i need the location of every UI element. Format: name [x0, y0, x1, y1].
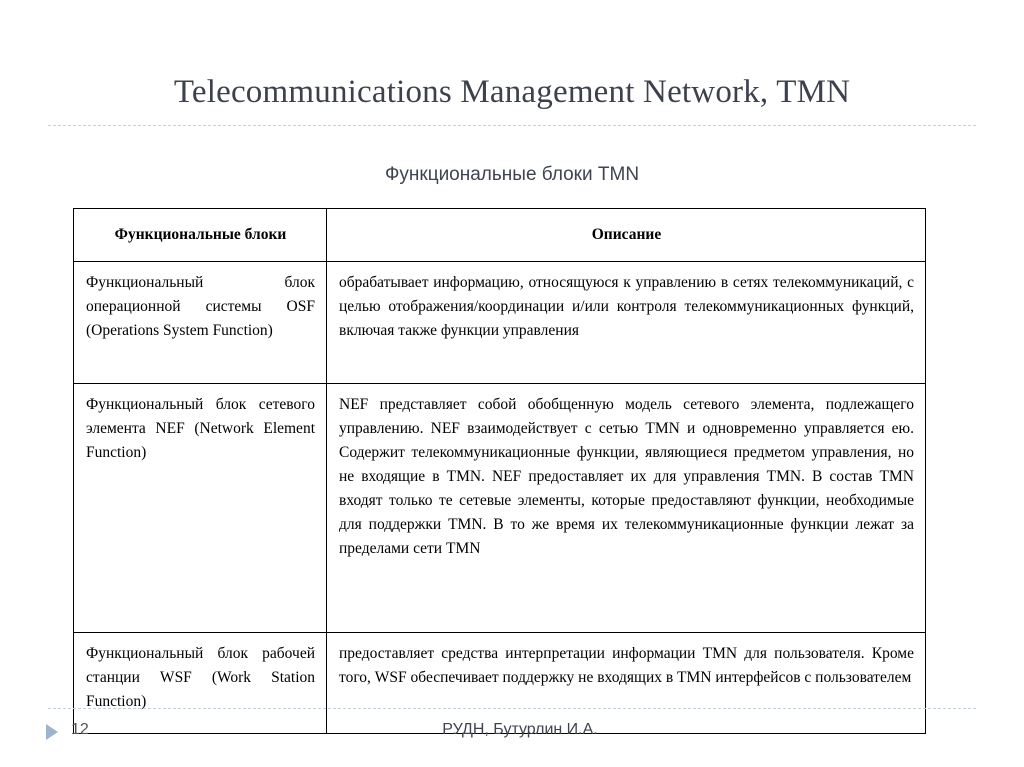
functional-blocks-table: [73, 208, 926, 734]
slide-subtitle: Функциональные блоки TMN: [384, 164, 640, 185]
table-row: [74, 262, 926, 384]
cell-block-description: предоставляет средства интерпретации информации TMN для пользователя. Кроме того, WSF обеспечивает поддержку не входящих в TMN интерфейсов с пользователем: [327, 633, 926, 734]
page-title: Telecommunications Management Network, TMN: [173, 74, 851, 110]
footer-divider: [48, 708, 976, 709]
cell-block-name: Функциональный блок операционной системы OSF (Operations System Function): [74, 262, 327, 384]
title-divider: [48, 125, 976, 126]
footer-attribution: РУДН, Бутурлин И.А.: [442, 721, 598, 738]
cell-block-name: Функциональный блок рабочей станции WSF (Work Station Function): [74, 633, 327, 734]
page-number: 12: [71, 721, 89, 738]
table-header-row: [74, 209, 926, 262]
column-header-description: Описание: [327, 209, 926, 262]
column-header-blocks: Функциональные блоки: [74, 209, 327, 262]
table-row: [74, 384, 926, 633]
slide-footer: [40, 719, 976, 749]
cell-block-name: Функциональный блок сетевого элемента NEF (Network Element Function): [74, 384, 327, 633]
cell-block-description: обрабатывает информацию, относящуюся к управлению в сетях телекоммуникаций, с целью отображения/координации и/или контроля телекоммуникационных функций, включая также функции управления: [327, 262, 926, 384]
cell-block-description: NEF представляет собой обобщенную модель сетевого элемента, подлежащего управлению. NEF взаимодействует с сетью TMN и одновременно управляется ею. Содержит телекоммуникационные функции, являющиеся предметом управления, но не входящие в TMN. NEF предоставляет их для управления TMN. В состав TMN входят только те сетевые элементы, которые предоставляют функции, необходимые для поддержки TMN. В то же время их телекоммуникационные функции лежат за пределами сети TMN: [327, 384, 926, 633]
